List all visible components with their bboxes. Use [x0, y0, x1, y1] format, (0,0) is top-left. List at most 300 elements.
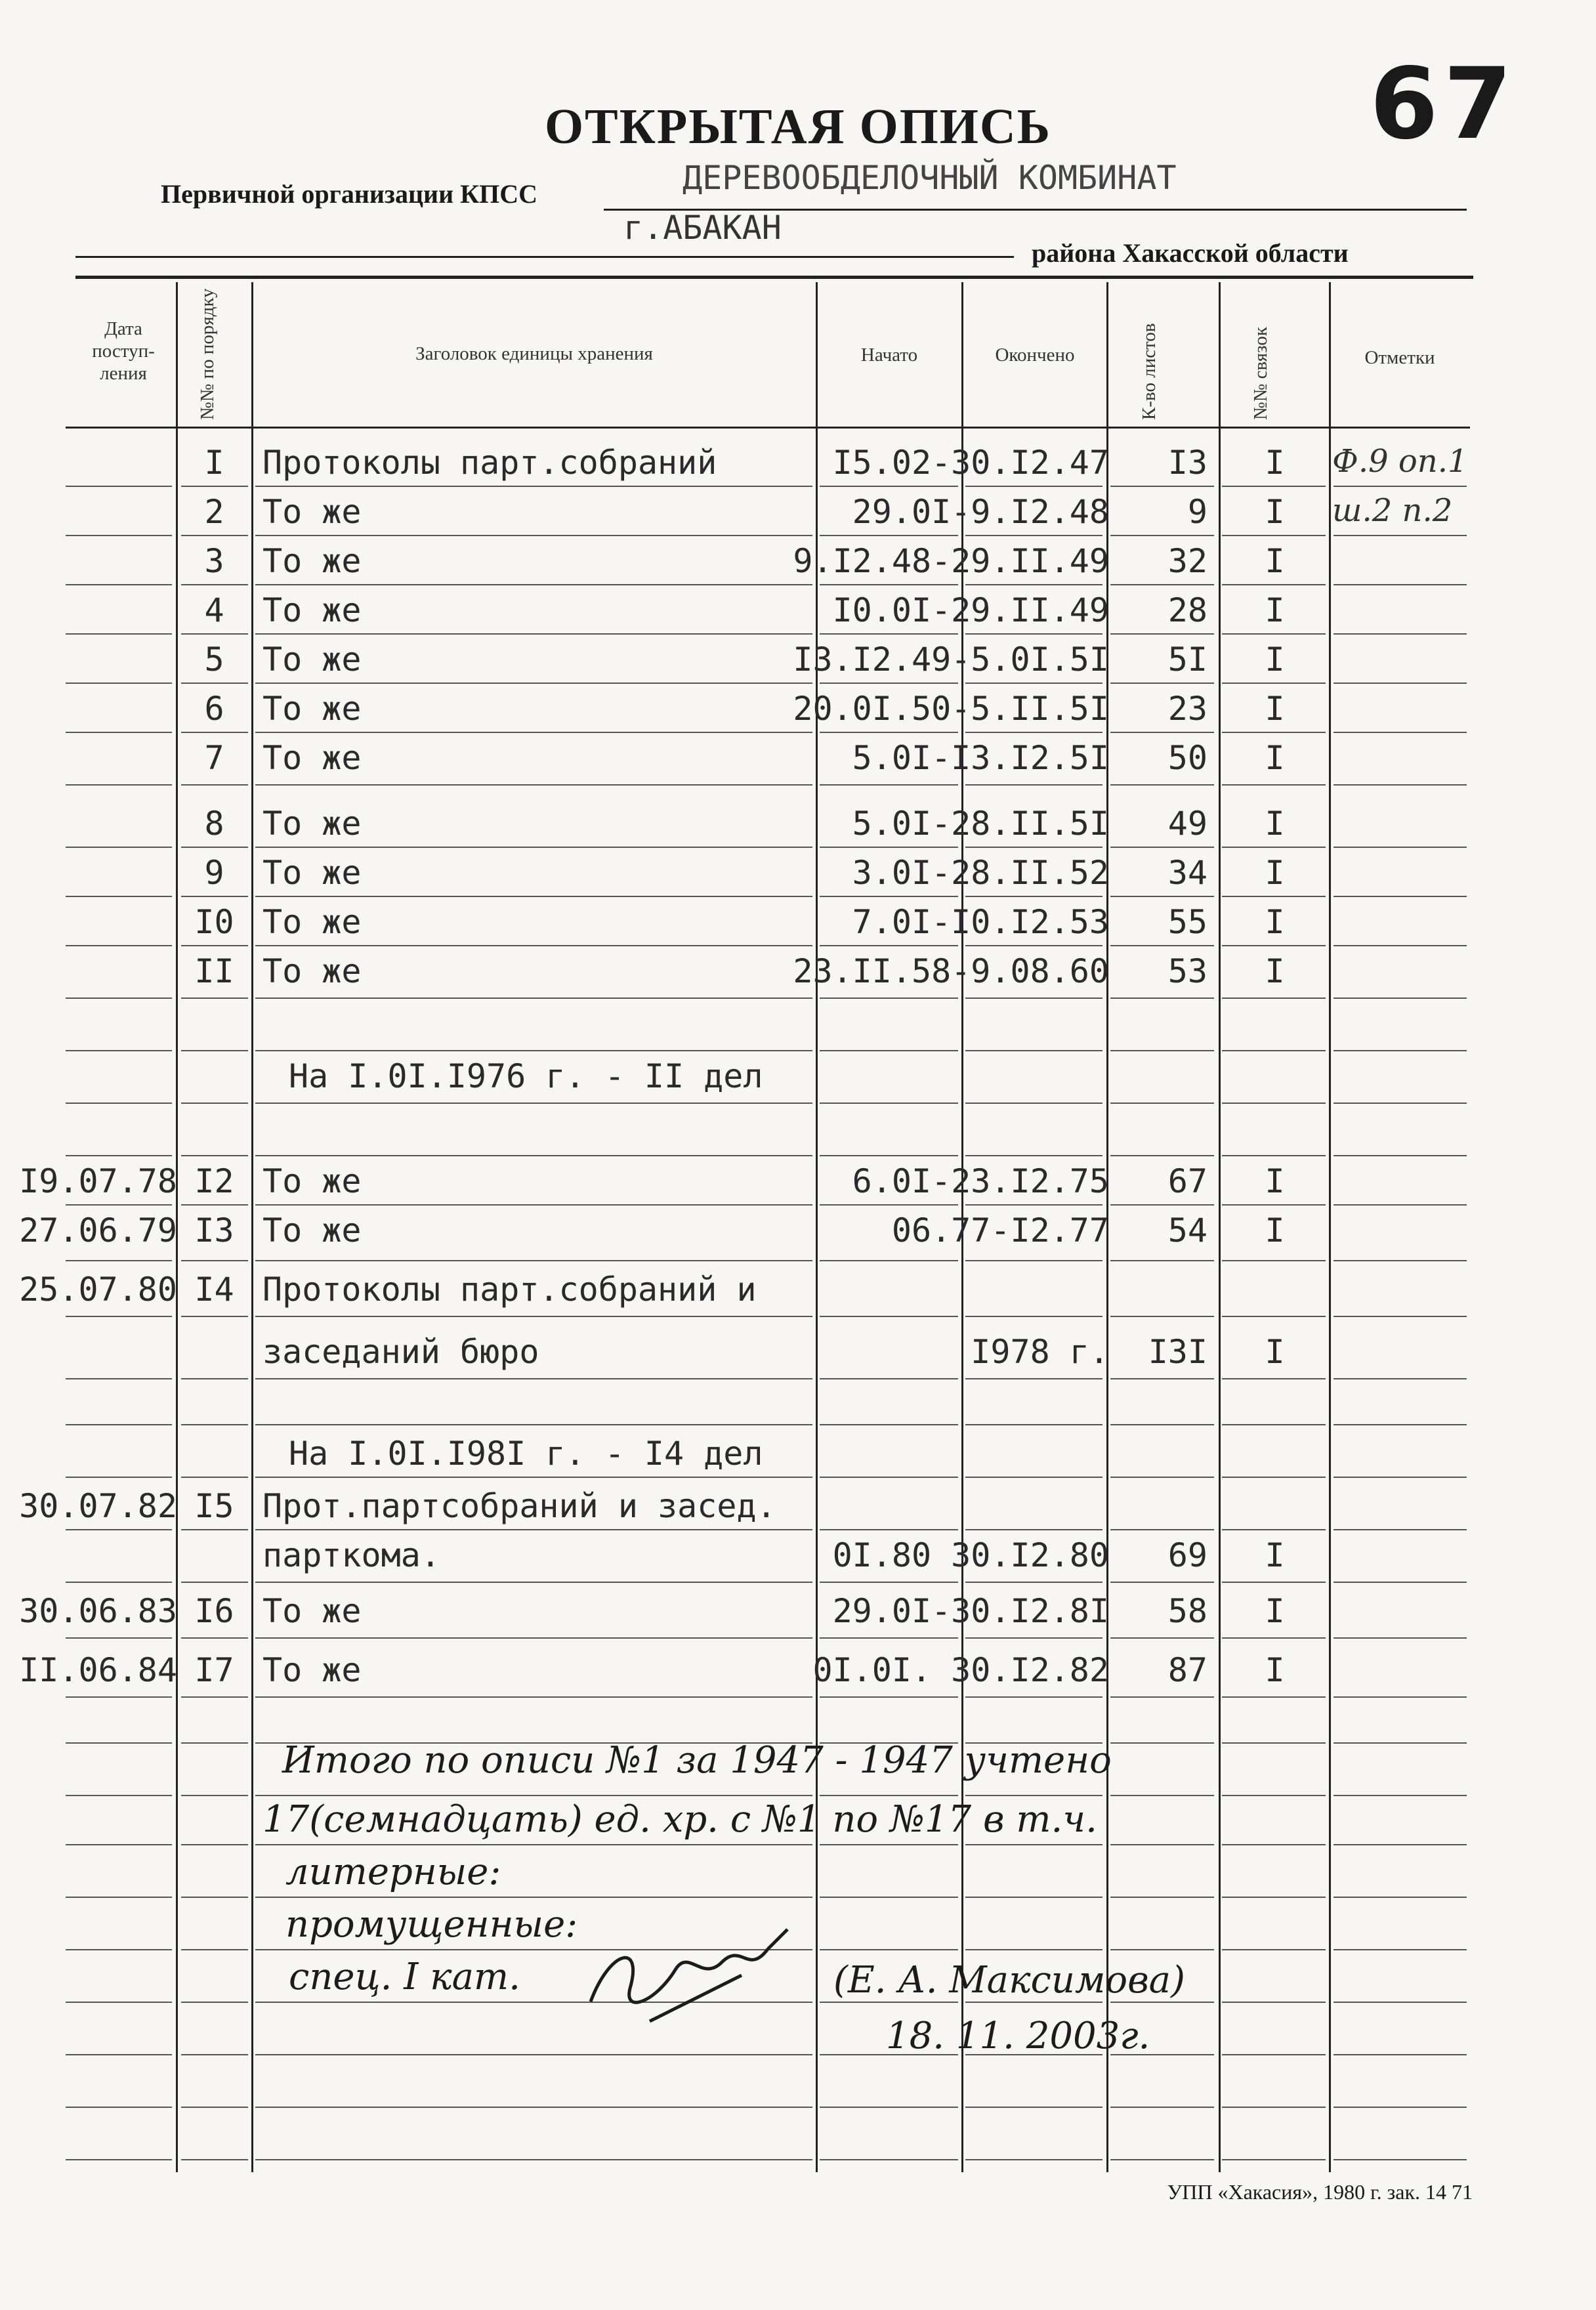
row-rule	[965, 1102, 1102, 1104]
col-line-num	[251, 282, 253, 2172]
row-rule	[965, 945, 1102, 946]
cell-sheets: 28	[1167, 591, 1208, 629]
row-rule	[820, 1477, 958, 1478]
header-num: №№ по порядку	[197, 288, 218, 420]
col-line-bundle	[1329, 282, 1331, 2172]
cell-bundle: I	[1265, 1333, 1285, 1371]
cell-bundle: I	[1265, 493, 1285, 531]
row-rule	[66, 1050, 172, 1051]
row-rule	[66, 584, 172, 585]
row-rule	[181, 1897, 248, 1898]
row-rule	[181, 1316, 248, 1317]
header-sheets: К-во листов	[1139, 323, 1160, 420]
row-rule	[820, 1949, 958, 1950]
row-rule	[1334, 1260, 1467, 1261]
row-rule	[1334, 633, 1467, 635]
heavy-rule	[75, 276, 1473, 279]
document-title: ОТКРЫТАЯ ОПИСЬ	[544, 99, 1052, 154]
row-rule	[255, 584, 812, 585]
handwritten-total-line-2: 17(семнадцать) ед. хр. с №1 по №17 в т.ч.	[262, 1798, 1097, 1841]
row-rule	[1110, 847, 1214, 848]
row-rule	[1334, 1378, 1467, 1379]
cell-date: II.06.84	[19, 1651, 177, 1689]
row-rule	[820, 1844, 958, 1845]
row-rule	[66, 896, 172, 897]
cell-number: I3	[194, 1211, 234, 1250]
row-rule	[820, 486, 958, 487]
cell-sheets: 34	[1167, 854, 1208, 892]
row-rule	[820, 682, 958, 684]
row-rule	[66, 1582, 172, 1583]
row-rule	[181, 732, 248, 733]
row-rule	[820, 732, 958, 733]
row-rule	[1334, 1155, 1467, 1156]
cell-sheets: 69	[1167, 1536, 1208, 1574]
row-rule	[1222, 1102, 1326, 1104]
row-rule	[1222, 1155, 1326, 1156]
row-rule	[1334, 732, 1467, 733]
cell-dates: 23.II.58-9.08.60	[793, 952, 1109, 990]
row-rule	[1334, 2054, 1467, 2055]
cell-dates: 5.0I-28.II.5I	[852, 805, 1109, 843]
row-rule	[820, 535, 958, 536]
row-rule	[965, 998, 1102, 999]
row-rule	[820, 1897, 958, 1898]
row-rule	[66, 784, 172, 786]
row-rule	[255, 1582, 812, 1583]
cell-sheets: 32	[1167, 542, 1208, 580]
row-rule	[66, 1742, 172, 1744]
row-rule	[965, 1529, 1102, 1530]
row-rule	[1110, 2107, 1214, 2108]
row-rule	[66, 633, 172, 635]
header-marks: Отметки	[1364, 347, 1435, 368]
row-rule	[181, 1637, 248, 1639]
cell-sheets: 58	[1167, 1592, 1208, 1630]
row-rule	[820, 1795, 958, 1796]
row-rule	[1222, 998, 1326, 999]
row-rule	[1110, 633, 1214, 635]
cell-date: 30.06.83	[19, 1592, 177, 1630]
row-rule	[1110, 1424, 1214, 1425]
row-rule	[820, 1378, 958, 1379]
row-rule	[1222, 1316, 1326, 1317]
cell-mark: Ф.9 оп.1	[1332, 443, 1468, 480]
row-rule	[66, 945, 172, 946]
cell-date: 25.07.80	[19, 1270, 177, 1309]
row-rule	[255, 998, 812, 999]
row-rule	[1222, 1949, 1326, 1950]
row-rule	[1334, 1897, 1467, 1898]
row-rule	[1334, 1582, 1467, 1583]
cell-bundle: I	[1265, 690, 1285, 728]
row-rule	[1334, 1204, 1467, 1206]
cell-number: I4	[194, 1270, 234, 1309]
row-rule	[255, 1795, 812, 1796]
cell-bundle: I	[1265, 952, 1285, 990]
cell-dates: 20.0I.50-5.II.5I	[793, 690, 1109, 728]
row-rule	[181, 535, 248, 536]
row-rule	[1222, 1260, 1326, 1261]
row-rule	[965, 1637, 1102, 1639]
row-rule	[1110, 486, 1214, 487]
row-rule	[66, 998, 172, 999]
row-rule	[965, 1897, 1102, 1898]
row-rule	[181, 998, 248, 999]
cell-title: То же	[262, 952, 362, 990]
org-value: ДЕРЕВООБДЕЛОЧНЫЙ КОМБИНАТ	[682, 159, 1177, 197]
row-rule	[965, 2002, 1102, 2003]
cell-title: заседаний бюро	[262, 1333, 539, 1371]
row-rule	[965, 784, 1102, 786]
row-rule	[181, 1477, 248, 1478]
row-rule	[181, 1529, 248, 1530]
row-rule	[1110, 2159, 1214, 2160]
row-rule	[66, 2002, 172, 2003]
row-rule	[255, 1897, 812, 1898]
row-rule	[820, 998, 958, 999]
row-rule	[255, 535, 812, 536]
handwritten-literal: литерные:	[285, 1851, 501, 1893]
cell-number: 4	[204, 591, 224, 629]
cell-bundle: I	[1265, 739, 1285, 777]
row-rule	[965, 732, 1102, 733]
cell-title: То же	[262, 739, 362, 777]
row-rule	[1334, 1844, 1467, 1845]
header-start: Начато	[860, 345, 918, 366]
cell-sheets: 50	[1167, 739, 1208, 777]
row-rule	[820, 945, 958, 946]
cell-sheets: 9	[1187, 493, 1208, 531]
cell-number: II	[194, 952, 234, 990]
cell-dates: I5.02-30.I2.47	[832, 444, 1109, 482]
row-rule	[1110, 682, 1214, 684]
row-rule	[1334, 1316, 1467, 1317]
row-rule	[255, 1378, 812, 1379]
cell-bundle: I	[1265, 903, 1285, 941]
row-rule	[1222, 1897, 1326, 1898]
row-rule	[1334, 486, 1467, 487]
row-rule	[965, 1949, 1102, 1950]
row-rule	[66, 1477, 172, 1478]
cell-sheets: I3	[1167, 444, 1208, 482]
row-rule	[820, 784, 958, 786]
row-rule	[66, 535, 172, 536]
row-rule	[255, 732, 812, 733]
row-rule	[66, 1949, 172, 1950]
cell-bundle: I	[1265, 1536, 1285, 1574]
cell-sheets: 53	[1167, 952, 1208, 990]
cell-date: 30.07.82	[19, 1487, 177, 1525]
row-rule	[255, 1316, 812, 1317]
cell-bundle: I	[1265, 542, 1285, 580]
row-rule	[1110, 998, 1214, 999]
cell-date: 27.06.79	[19, 1211, 177, 1250]
row-rule	[255, 2054, 812, 2055]
cell-title: То же	[262, 903, 362, 941]
row-rule	[181, 2002, 248, 2003]
row-rule	[1110, 1378, 1214, 1379]
row-rule	[1334, 682, 1467, 684]
cell-title: То же	[262, 1592, 362, 1630]
cell-title: Протоколы парт.собраний	[262, 444, 717, 482]
cell-dates: I978 г.	[971, 1333, 1109, 1371]
row-rule	[820, 633, 958, 635]
row-rule	[255, 945, 812, 946]
cell-number: 8	[204, 805, 224, 843]
row-rule	[965, 1696, 1102, 1698]
row-rule	[255, 784, 812, 786]
row-rule	[1222, 1477, 1326, 1478]
row-rule	[965, 1050, 1102, 1051]
row-rule	[965, 535, 1102, 536]
row-rule	[181, 486, 248, 487]
row-rule	[1222, 847, 1326, 848]
row-rule	[181, 1424, 248, 1425]
handwritten-missing: промущенные:	[285, 1903, 578, 1946]
row-rule	[1222, 2054, 1326, 2055]
cell-dates: 29.0I-30.I2.8I	[832, 1592, 1109, 1630]
cell-title: То же	[262, 854, 362, 892]
row-rule	[66, 2054, 172, 2055]
row-rule	[1222, 682, 1326, 684]
row-rule	[181, 1260, 248, 1261]
row-rule	[181, 1204, 248, 1206]
row-rule	[255, 1424, 812, 1425]
row-rule	[181, 584, 248, 585]
row-rule	[1222, 1378, 1326, 1379]
row-rule	[1334, 535, 1467, 536]
cell-title: То же	[262, 690, 362, 728]
row-rule	[66, 847, 172, 848]
cell-dates: 0I.80 30.I2.80	[832, 1536, 1109, 1574]
row-rule	[1334, 584, 1467, 585]
cell-dates: I3.I2.49-5.0I.5I	[793, 640, 1109, 679]
row-rule	[181, 1155, 248, 1156]
row-rule	[820, 1316, 958, 1317]
row-rule	[181, 1102, 248, 1104]
row-rule	[66, 1316, 172, 1317]
row-rule	[965, 847, 1102, 848]
cell-number: 5	[204, 640, 224, 679]
row-rule	[1222, 732, 1326, 733]
row-rule	[1334, 1742, 1467, 1744]
handwritten-date: 18. 11. 2003г.	[886, 2015, 1150, 2057]
row-rule	[820, 1050, 958, 1051]
cell-sheets: 55	[1167, 903, 1208, 941]
row-rule	[255, 1844, 812, 1845]
row-rule	[181, 2107, 248, 2108]
cell-title: То же	[262, 805, 362, 843]
row-rule	[965, 2107, 1102, 2108]
cell-sheets: I3I	[1148, 1333, 1208, 1371]
row-rule	[181, 847, 248, 848]
row-rule	[1334, 1795, 1467, 1796]
cell-bundle: I	[1265, 444, 1285, 482]
row-rule	[181, 1696, 248, 1698]
cell-bundle: I	[1265, 1592, 1285, 1630]
row-rule	[1110, 1477, 1214, 1478]
cell-title: То же	[262, 542, 362, 580]
row-rule	[255, 1102, 812, 1104]
row-rule	[1222, 1844, 1326, 1845]
row-rule	[1110, 1050, 1214, 1051]
cell-title: Протоколы парт.собраний и	[262, 1270, 757, 1309]
row-rule	[1110, 1155, 1214, 1156]
row-rule	[965, 1378, 1102, 1379]
cell-title: То же	[262, 1162, 362, 1200]
row-rule	[1110, 1897, 1214, 1898]
row-rule	[1334, 2002, 1467, 2003]
row-rule	[181, 2054, 248, 2055]
cell-number: 6	[204, 690, 224, 728]
row-rule	[255, 847, 812, 848]
header-bottom-rule	[66, 427, 1470, 429]
row-rule	[1334, 2107, 1467, 2108]
row-rule	[255, 1529, 812, 1530]
row-rule	[1334, 1696, 1467, 1698]
cell-title: парткома.	[262, 1536, 440, 1574]
row-rule	[66, 1204, 172, 1206]
row-rule	[181, 633, 248, 635]
row-rule	[1334, 1102, 1467, 1104]
row-rule	[965, 1316, 1102, 1317]
row-rule	[1110, 1102, 1214, 1104]
row-rule	[181, 2159, 248, 2160]
row-rule	[1222, 1696, 1326, 1698]
row-rule	[820, 1204, 958, 1206]
row-rule	[66, 1844, 172, 1845]
row-rule	[66, 2159, 172, 2160]
row-rule	[1110, 784, 1214, 786]
city-value: г.АБАКАН	[623, 209, 782, 247]
cell-dates: I0.0I-29.II.49	[832, 591, 1109, 629]
cell-bundle: I	[1265, 1211, 1285, 1250]
row-rule	[1222, 1742, 1326, 1744]
row-rule	[255, 1260, 812, 1261]
row-rule	[1222, 2002, 1326, 2003]
row-rule	[66, 732, 172, 733]
row-rule	[820, 896, 958, 897]
cell-bundle: I	[1265, 640, 1285, 679]
row-rule	[1334, 1424, 1467, 1425]
row-rule	[66, 2107, 172, 2108]
row-rule	[1110, 1260, 1214, 1261]
cell-title: То же	[262, 1651, 362, 1689]
row-rule	[1222, 486, 1326, 487]
cell-sheets: 23	[1167, 690, 1208, 728]
row-rule	[965, 584, 1102, 585]
row-rule	[820, 2159, 958, 2160]
row-rule	[255, 1155, 812, 1156]
row-rule	[1334, 2159, 1467, 2160]
cell-bundle: I	[1265, 1651, 1285, 1689]
cell-dates: 9.I2.48-29.II.49	[793, 542, 1109, 580]
cell-sheets: 5I	[1167, 640, 1208, 679]
row-rule	[1110, 1742, 1214, 1744]
row-rule	[1222, 2159, 1326, 2160]
cell-number: 3	[204, 542, 224, 580]
row-rule	[1222, 1050, 1326, 1051]
row-rule	[1334, 1529, 1467, 1530]
row-rule	[1222, 1637, 1326, 1639]
row-rule	[1222, 1204, 1326, 1206]
row-rule	[66, 1795, 172, 1796]
row-rule	[1110, 945, 1214, 946]
cell-dates: 3.0I-28.II.52	[852, 854, 1109, 892]
row-rule	[181, 784, 248, 786]
row-rule	[66, 1696, 172, 1698]
cell-mark: ш.2 п.2	[1332, 492, 1453, 529]
row-rule	[181, 945, 248, 946]
row-rule	[66, 486, 172, 487]
cell-title: Прот.партсобраний и засед.	[262, 1487, 776, 1525]
row-rule	[820, 2107, 958, 2108]
cell-dates: 29.0I-9.I2.48	[852, 493, 1109, 531]
row-rule	[66, 1155, 172, 1156]
row-rule	[66, 1529, 172, 1530]
header-bundle: №№ связок	[1250, 327, 1271, 420]
row-rule	[965, 486, 1102, 487]
row-rule	[820, 1637, 958, 1639]
row-rule	[255, 2107, 812, 2108]
handwritten-total-line-1: Итого по описи №1 за 1947 - 1947 учтено	[282, 1739, 1112, 1782]
cell-number: I0	[194, 903, 234, 941]
row-rule	[1222, 896, 1326, 897]
row-rule	[181, 682, 248, 684]
row-rule	[965, 1844, 1102, 1845]
cell-number: 7	[204, 739, 224, 777]
row-rule	[1222, 784, 1326, 786]
cell-bundle: I	[1265, 805, 1285, 843]
cell-title: То же	[262, 640, 362, 679]
row-rule	[820, 2002, 958, 2003]
cell-number: I	[204, 444, 224, 482]
cell-number: I7	[194, 1651, 234, 1689]
cell-bundle: I	[1265, 1162, 1285, 1200]
row-rule	[66, 1102, 172, 1104]
row-rule	[66, 682, 172, 684]
row-rule	[66, 1260, 172, 1261]
row-rule	[181, 1742, 248, 1744]
cell-bundle: I	[1265, 591, 1285, 629]
row-rule	[66, 1897, 172, 1898]
row-rule	[965, 2159, 1102, 2160]
row-rule	[255, 1204, 812, 1206]
printer-imprint: УПП «Хакасия», 1980 г. зак. 14 71	[1167, 2180, 1473, 2204]
row-rule	[255, 1050, 812, 1051]
row-rule	[181, 896, 248, 897]
row-rule	[1334, 1949, 1467, 1950]
row-rule	[255, 2159, 812, 2160]
cell-dates: 6.0I-23.I2.75	[852, 1162, 1109, 1200]
region-label: района Хакасской области	[1032, 238, 1349, 268]
row-rule	[255, 1637, 812, 1639]
row-rule	[1110, 2002, 1214, 2003]
row-rule	[965, 1204, 1102, 1206]
cell-sheets: 87	[1167, 1651, 1208, 1689]
row-rule	[820, 1102, 958, 1104]
row-rule	[820, 1155, 958, 1156]
row-rule	[66, 1637, 172, 1639]
row-rule	[1110, 1696, 1214, 1698]
row-rule	[1222, 633, 1326, 635]
row-rule	[1334, 1050, 1467, 1051]
row-rule	[255, 633, 812, 635]
subtotal-text: На I.0I.I976 г. - II дел	[289, 1057, 763, 1095]
row-rule	[1222, 2107, 1326, 2108]
row-rule	[181, 1844, 248, 1845]
